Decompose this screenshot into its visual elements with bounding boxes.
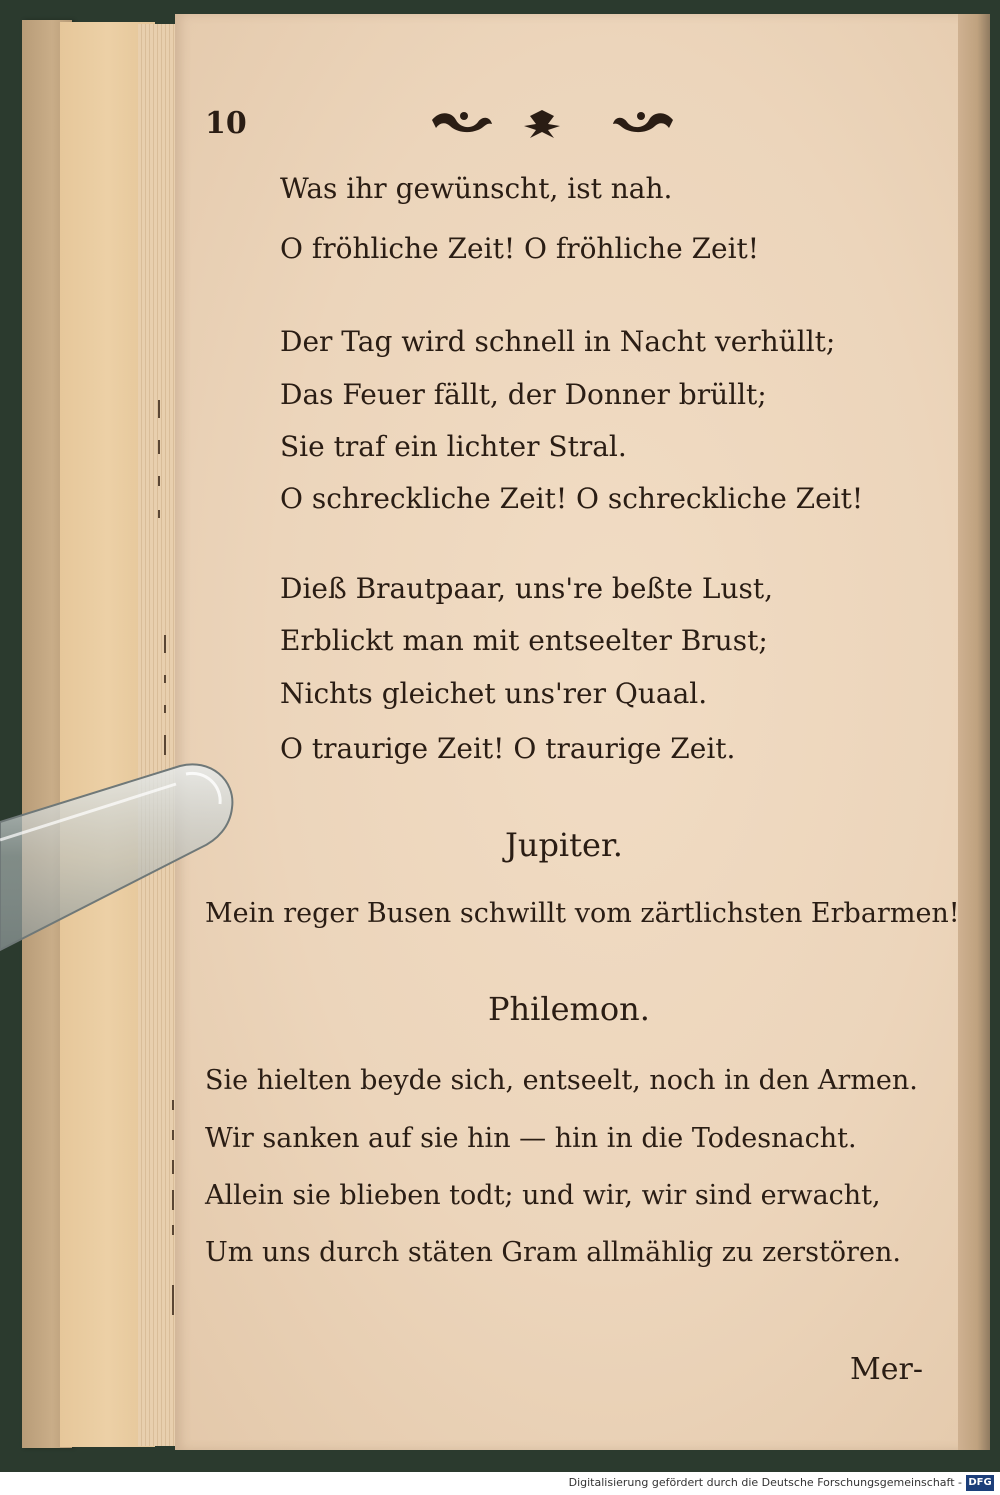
speech-line: Um uns durch stäten Gram allmählig zu zerstören. [205,1237,901,1268]
footer-credit: Digitalisierung gefördert durch die Deutsche Forschungsgemeinschaft - [568,1476,962,1489]
verse-line: O schreckliche Zeit! O schreckliche Zeit! [280,482,864,515]
verse-line: Nichts gleichet uns'rer Quaal. [280,677,708,710]
verse-line: Erblickt man mit entseelter Brust; [280,624,768,657]
verse-line: Dieß Brautpaar, uns're beßte Lust, [280,572,773,605]
verse-line: O fröhliche Zeit! O fröhliche Zeit! [280,232,760,265]
speech-line: Sie hielten beyde sich, entseelt, noch in den Armen. [205,1065,918,1096]
dfg-logo: DFG [966,1475,994,1491]
book-right-edge [958,14,990,1450]
speech-line: Wir sanken auf sie hin — hin in die Todesnacht. [205,1123,857,1154]
footer-bar [0,1472,1000,1495]
verse-line: Der Tag wird schnell in Nacht verhüllt; [280,325,836,358]
verse-line: O traurige Zeit! O traurige Zeit. [280,732,736,765]
catchword: Mer- [850,1352,923,1387]
page-number: 10 [205,106,247,141]
verse-line: Sie traf ein lichter Stral. [280,430,627,463]
glass-page-holder-icon [0,760,240,960]
header-ornament-icon [430,102,675,148]
speaker-name: Jupiter. [505,826,623,864]
speaker-name: Philemon. [488,990,650,1028]
verse-line: Das Feuer fällt, der Donner brüllt; [280,378,767,411]
speech-line: Mein reger Busen schwillt vom zärtlichsten Erbarmen! [205,898,960,929]
verse-line: Was ihr gewünscht, ist nah. [280,172,673,205]
speech-line: Allein sie blieben todt; und wir, wir sind erwacht, [205,1180,881,1211]
